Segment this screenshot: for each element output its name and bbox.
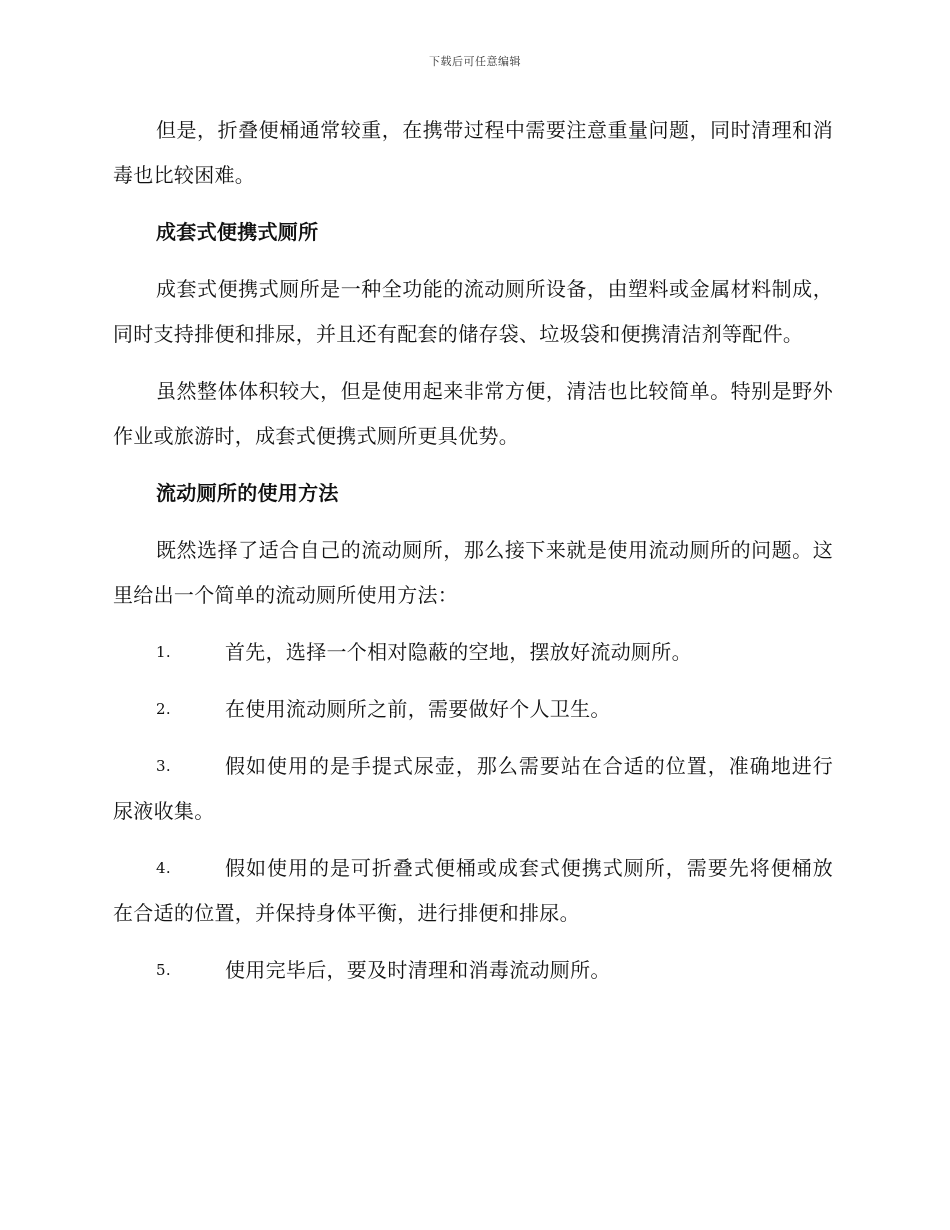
list-item xyxy=(113,846,833,936)
list-item-text: 使用完毕后，要及时清理和消毒流动厕所。 xyxy=(225,958,611,982)
list-item xyxy=(113,687,833,732)
page-header: 下载后可任意编辑 xyxy=(429,55,521,68)
paragraph-complete-set-advantages: 虽然整体体积较大，但是使用起来非常方便，清洁也比较简单。特别是野外作业或旅游时，成套式便携式厕所更具优势。 xyxy=(113,379,833,448)
paragraph-usage-intro: 既然选择了适合自己的流动厕所，那么接下来就是使用流动厕所的问题。这里给出一个简单的流动厕所使用方法： xyxy=(113,538,833,607)
list-item-number: 4. xyxy=(156,859,171,877)
list-item xyxy=(113,948,833,993)
list-item-text: 假如使用的是手提式尿壶，那么需要站在合适的位置，准确地进行尿液收集。 xyxy=(113,754,833,823)
list-item-number: 5. xyxy=(156,961,171,979)
list-item xyxy=(113,744,833,834)
paragraph-complete-set-description: 成套式便携式厕所是一种全功能的流动厕所设备，由塑料或金属材料制成，同时支持排便和排尿，并且还有配套的储存袋、垃圾袋和便携清洁剂等配件。 xyxy=(113,277,833,346)
section-heading-usage-method: 流动厕所的使用方法 xyxy=(156,481,339,505)
list-item-number: 1. xyxy=(156,643,171,661)
list-item-number: 3. xyxy=(156,757,171,775)
list-item xyxy=(113,630,833,675)
list-item-text: 假如使用的是可折叠式便桶或成套式便携式厕所，需要先将便桶放在合适的位置，并保持身体平衡，进行排便和排尿。 xyxy=(113,856,833,925)
list-item-text: 首先，选择一个相对隐蔽的空地，摆放好流动厕所。 xyxy=(225,640,692,664)
paragraph-folding-bucket-drawbacks: 但是，折叠便桶通常较重，在携带过程中需要注意重量问题，同时清理和消毒也比较困难。 xyxy=(113,118,833,187)
usage-steps-list xyxy=(113,630,833,993)
list-item-text: 在使用流动厕所之前，需要做好个人卫生。 xyxy=(225,697,611,721)
list-item-number: 2. xyxy=(156,700,171,718)
section-heading-complete-set-toilet: 成套式便携式厕所 xyxy=(156,220,319,244)
document-body xyxy=(113,108,833,1005)
